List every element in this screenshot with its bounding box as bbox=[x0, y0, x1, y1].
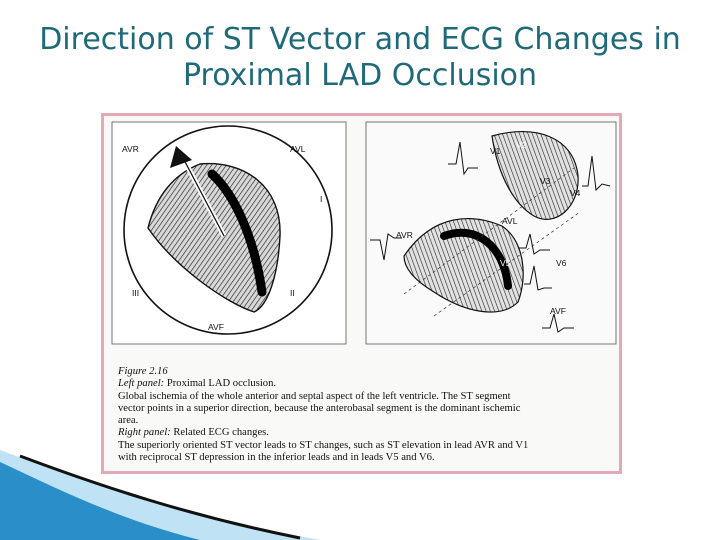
caption-right-text-1: The superiorly oriented ST vector leads to ST changes, such as ST elevation in lead AVR and V1 bbox=[118, 439, 529, 451]
caption-right-label: Right panel: bbox=[118, 427, 171, 439]
caption-right-text-2: with reciprocal ST depression in the inferior leads and in leads V5 and V6. bbox=[118, 452, 435, 464]
lead-label-avl-right: AVL bbox=[502, 216, 518, 226]
caption-left-title: Proximal LAD occlusion. bbox=[166, 378, 277, 390]
slide-title bbox=[0, 22, 720, 94]
caption-figure-number: Figure 2.16 bbox=[118, 366, 168, 377]
lead-label-v6: V6 bbox=[556, 258, 567, 268]
caption-left-label: Left panel: bbox=[118, 378, 165, 390]
lead-label-avf: AVF bbox=[208, 322, 224, 332]
lead-label-avr: AVR bbox=[122, 144, 139, 154]
lead-label-v5: V5 bbox=[500, 258, 511, 268]
lead-label-iii: III bbox=[132, 288, 140, 298]
caption-right-title: Related ECG changes. bbox=[173, 427, 269, 439]
title-line-1: Direction of ST Vector and ECG Changes in bbox=[39, 22, 681, 57]
caption-left-heading bbox=[118, 378, 608, 390]
lead-label-v1: V1 bbox=[490, 146, 501, 156]
lead-label-i: I bbox=[320, 194, 323, 204]
lead-label-v4: V4 bbox=[570, 188, 581, 198]
lead-label-avf-right: AVF bbox=[550, 306, 566, 316]
caption-left-text-3: area. bbox=[118, 415, 139, 427]
lead-label-ii: II bbox=[290, 288, 295, 298]
caption-right-heading bbox=[118, 427, 608, 439]
corner-swoosh-decoration bbox=[0, 450, 330, 540]
figure-frame bbox=[101, 113, 622, 474]
caption-left-text-1: Global ischemia of the whole anterior and septal aspect of the left ventricle. The ST segment bbox=[118, 390, 511, 402]
lead-label-v3: V3 bbox=[540, 176, 551, 186]
caption-left-text-2: vector points in a superior direction, because the anterobasal segment is the dominant ischemic bbox=[118, 402, 521, 414]
lead-label-avr-right: AVR bbox=[396, 230, 413, 240]
title-line-2: Proximal LAD Occlusion bbox=[182, 58, 538, 93]
lead-label-v2: V2 bbox=[516, 140, 527, 150]
lead-label-avl: AVL bbox=[290, 144, 306, 154]
